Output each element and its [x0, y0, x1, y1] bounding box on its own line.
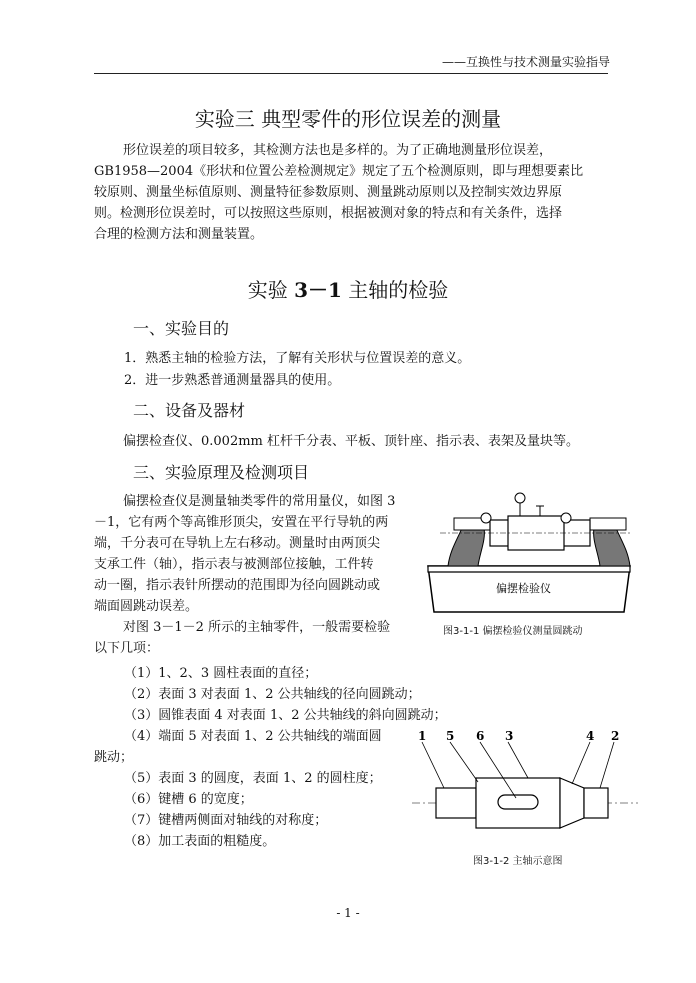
check-item-4: （4）端面 5 对表面 1、2 公共轴线的端面圆	[124, 729, 382, 744]
check-item-1: （1）1、2、3 圆柱表面的直径；	[124, 666, 318, 681]
intro-line-3: 较原则、测量坐标值原则、测量特征参数原则、测量跳动原则以及控制实效边界原	[94, 185, 563, 200]
running-header: ——互换性与技术测量实验指导	[441, 55, 610, 69]
principle-line-2: －1，它有两个等高锥形顶尖，安置在平行导轨的两	[94, 515, 389, 530]
spindle-label-3: 3	[505, 729, 514, 743]
spindle-label-4: 4	[586, 729, 595, 743]
section-heading-equipment: 二、设备及器材	[133, 401, 246, 420]
purpose-item-1: 1．熟悉主轴的检验方法，了解有关形状与位置误差的意义。	[124, 351, 471, 366]
check-item-4-cont: 跳动；	[94, 750, 134, 765]
check-item-7: （7）键槽两侧面对轴线的对称度；	[124, 813, 328, 828]
check-item-2: （2）表面 3 对表面 1、2 公共轴线的径向圆跳动；	[124, 687, 421, 702]
intro-line-4: 则。检测形位误差时，可以按照这些原则，根据被测对象的特点和有关条件，选择	[94, 206, 563, 221]
principle-line-4: 支承工件（轴），指示表与被测部位接触，工件转	[94, 557, 374, 572]
equipment-text: 偏摆检查仪、0.002mm 杠杆千分表、平板、顶针座、指示表、表架及量块等。	[123, 434, 580, 449]
check-item-3: （3）圆锥表面 4 对表面 1、2 公共轴线的斜向圆跳动；	[124, 708, 447, 723]
spindle-label-5: 5	[446, 729, 455, 743]
tester-base-label: 偏摆检验仪	[496, 582, 551, 595]
principle-line-3: 端，千分表可在导轨上左右移动。测量时由两顶尖	[94, 536, 381, 551]
spindle-label-1: 1	[418, 729, 427, 743]
figure-2-caption: 图3-1-2 主轴示意图	[473, 856, 563, 867]
check-item-8: （8）加工表面的粗糙度。	[124, 834, 276, 849]
header-rule	[94, 73, 608, 74]
check-item-6: （6）键槽 6 的宽度；	[124, 792, 253, 807]
section-heading-purpose: 一、实验目的	[133, 319, 230, 338]
spindle-figure	[408, 728, 640, 838]
figure-1-caption: 图3-1-1 偏摆检验仪测量圆跳动	[443, 626, 583, 637]
principle-line-5: 动一圈，指示表针所摆动的范围即为径向圆跳动或	[94, 578, 381, 593]
principle-line-8: 以下几项：	[94, 641, 160, 656]
check-item-5: （5）表面 3 的圆度，表面 1、2 的圆柱度；	[124, 771, 382, 786]
section-heading-principle: 三、实验原理及检测项目	[133, 463, 310, 482]
intro-line-5: 合理的检测方法和测量装置。	[94, 227, 264, 242]
intro-line-1: 形位误差的项目较多，其检测方法也是多样的。为了正确地测量形位误差，	[123, 143, 553, 158]
principle-line-7: 对图 3－1－2 所示的主轴零件，一般需要检验	[123, 620, 391, 635]
intro-line-2: GB1958—2004《形状和位置公差检测规定》规定了五个检测原则，即与理想要素比	[94, 164, 584, 179]
spindle-label-6: 6	[476, 729, 485, 743]
page-number: - 1 -	[336, 906, 360, 920]
principle-line-6: 端面圆跳动误差。	[94, 599, 199, 614]
runout-tester-figure	[420, 488, 640, 618]
experiment-subtitle: 实验 3－1 主轴的检验	[247, 278, 449, 302]
principle-line-1: 偏摆检查仪是测量轴类零件的常用量仪，如图 3	[123, 494, 396, 509]
spindle-label-2: 2	[611, 729, 620, 743]
page-title: 实验三 典型零件的形位误差的测量	[194, 107, 502, 131]
purpose-item-2: 2．进一步熟悉普通测量器具的使用。	[124, 373, 341, 388]
